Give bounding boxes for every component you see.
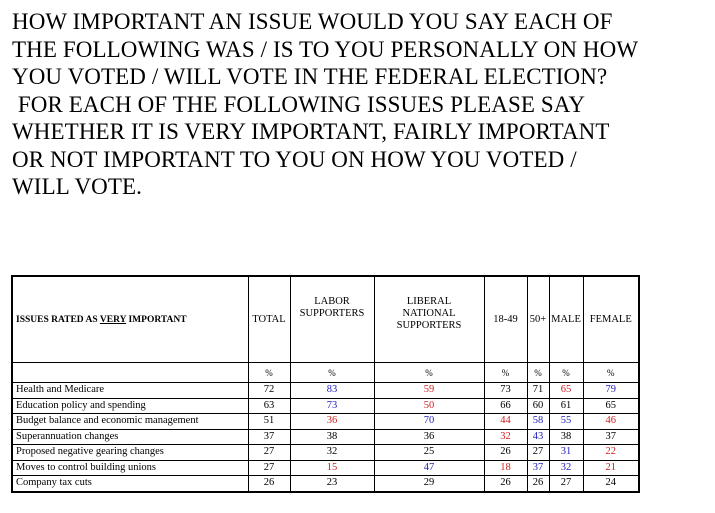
age-18-49-value-cell: 18 (484, 460, 527, 476)
percent-symbol: % (248, 363, 290, 383)
labor-value-cell: 32 (290, 445, 374, 461)
question-line-4: FOR EACH OF THE FOLLOWING ISSUES PLEASE SAY (12, 91, 586, 117)
issues-header-suffix: IMPORTANT (126, 314, 187, 325)
total-value-cell: 51 (248, 414, 290, 430)
percent-symbol-row (12, 363, 639, 383)
issues-header-prefix: ISSUES RATED AS (16, 314, 100, 325)
female-value-cell: 37 (583, 429, 639, 445)
age-18-49-value-cell: 73 (484, 383, 527, 399)
question-line-7: WILL VOTE. (12, 174, 143, 199)
table-row (12, 414, 639, 430)
female-value-cell: 24 (583, 476, 639, 492)
issue-name-cell: Health and Medicare (12, 383, 248, 399)
percent-symbol: % (484, 363, 527, 383)
survey-question (12, 8, 702, 201)
female-value-cell: 22 (583, 445, 639, 461)
age-18-49-value-cell: 32 (484, 429, 527, 445)
labor-value-cell: 38 (290, 429, 374, 445)
age-50-plus-value-cell: 58 (527, 414, 549, 430)
age-18-49-value-cell: 66 (484, 398, 527, 414)
question-line-2: THE FOLLOWING WAS / IS TO YOU PERSONALLY ON HOW (12, 36, 639, 62)
age-50-plus-value-cell: 71 (527, 383, 549, 399)
percent-symbol: % (374, 363, 484, 383)
lnp-value-cell: 25 (374, 445, 484, 461)
lnp-value-cell: 59 (374, 383, 484, 399)
issue-name-cell: Superannuation changes (12, 429, 248, 445)
issue-name-cell: Company tax cuts (12, 476, 248, 492)
question-line-5: WHETHER IT IS VERY IMPORTANT, FAIRLY IMPORTANT (12, 119, 610, 144)
issues-column-header (12, 276, 248, 363)
table-row (12, 460, 639, 476)
issue-name-cell: Budget balance and economic management (12, 414, 248, 430)
labor-value-cell: 83 (290, 383, 374, 399)
age-18-49-value-cell: 26 (484, 476, 527, 492)
female-column-header: FEMALE (583, 276, 639, 363)
lnp-header-line2: NATIONAL (402, 308, 456, 319)
labor-value-cell: 73 (290, 398, 374, 414)
lnp-value-cell: 29 (374, 476, 484, 492)
percent-symbol: % (527, 363, 549, 383)
total-value-cell: 27 (248, 445, 290, 461)
female-value-cell: 46 (583, 414, 639, 430)
table-row (12, 383, 639, 399)
results-table-container (11, 275, 640, 493)
total-column-header: TOTAL (248, 276, 290, 363)
lnp-column-header (374, 276, 484, 363)
total-value-cell: 37 (248, 429, 290, 445)
male-value-cell: 55 (549, 414, 583, 430)
male-value-cell: 38 (549, 429, 583, 445)
table-row (12, 429, 639, 445)
question-line-6: OR NOT IMPORTANT TO YOU ON HOW YOU VOTED / (12, 146, 577, 172)
labor-value-cell: 15 (290, 460, 374, 476)
age-50-plus-value-cell: 27 (527, 445, 549, 461)
female-value-cell: 79 (583, 383, 639, 399)
table-row (12, 445, 639, 461)
female-value-cell: 21 (583, 460, 639, 476)
age-50-plus-value-cell: 60 (527, 398, 549, 414)
total-value-cell: 63 (248, 398, 290, 414)
issue-name-cell: Proposed negative gearing changes (12, 445, 248, 461)
male-value-cell: 27 (549, 476, 583, 492)
issue-name-cell: Education policy and spending (12, 398, 248, 414)
lnp-header-line3: SUPPORTERS (396, 320, 462, 331)
age-50-plus-value-cell: 37 (527, 460, 549, 476)
question-line-3: YOU VOTED / WILL VOTE IN THE FEDERAL ELECTION? (12, 64, 608, 89)
age-18-49-column-header: 18-49 (484, 276, 527, 363)
lnp-value-cell: 70 (374, 414, 484, 430)
total-value-cell: 72 (248, 383, 290, 399)
male-value-cell: 32 (549, 460, 583, 476)
header-row (12, 276, 639, 363)
labor-value-cell: 36 (290, 414, 374, 430)
male-value-cell: 65 (549, 383, 583, 399)
total-value-cell: 26 (248, 476, 290, 492)
age-50-plus-column-header: 50+ (527, 276, 549, 363)
results-table (11, 275, 640, 493)
percent-symbol: % (583, 363, 639, 383)
lnp-value-cell: 47 (374, 460, 484, 476)
total-value-cell: 27 (248, 460, 290, 476)
age-18-49-value-cell: 26 (484, 445, 527, 461)
percent-row-label (12, 363, 248, 383)
lnp-value-cell: 50 (374, 398, 484, 414)
issue-name-cell: Moves to control building unions (12, 460, 248, 476)
male-value-cell: 31 (549, 445, 583, 461)
female-value-cell: 65 (583, 398, 639, 414)
percent-symbol: % (549, 363, 583, 383)
age-50-plus-value-cell: 26 (527, 476, 549, 492)
question-line-1: HOW IMPORTANT AN ISSUE WOULD YOU SAY EACH OF (12, 9, 613, 34)
labor-header-line2: SUPPORTERS (299, 308, 365, 319)
lnp-value-cell: 36 (374, 429, 484, 445)
age-18-49-value-cell: 44 (484, 414, 527, 430)
issues-header-emphasis: VERY (99, 314, 127, 325)
labor-header-line1: LABOR (314, 296, 350, 307)
male-value-cell: 61 (549, 398, 583, 414)
lnp-header-line1: LIBERAL (406, 296, 452, 307)
percent-symbol: % (290, 363, 374, 383)
table-row (12, 476, 639, 492)
labor-column-header (290, 276, 374, 363)
age-50-plus-value-cell: 43 (527, 429, 549, 445)
male-column-header: MALE (549, 276, 583, 363)
labor-value-cell: 23 (290, 476, 374, 492)
table-row (12, 398, 639, 414)
